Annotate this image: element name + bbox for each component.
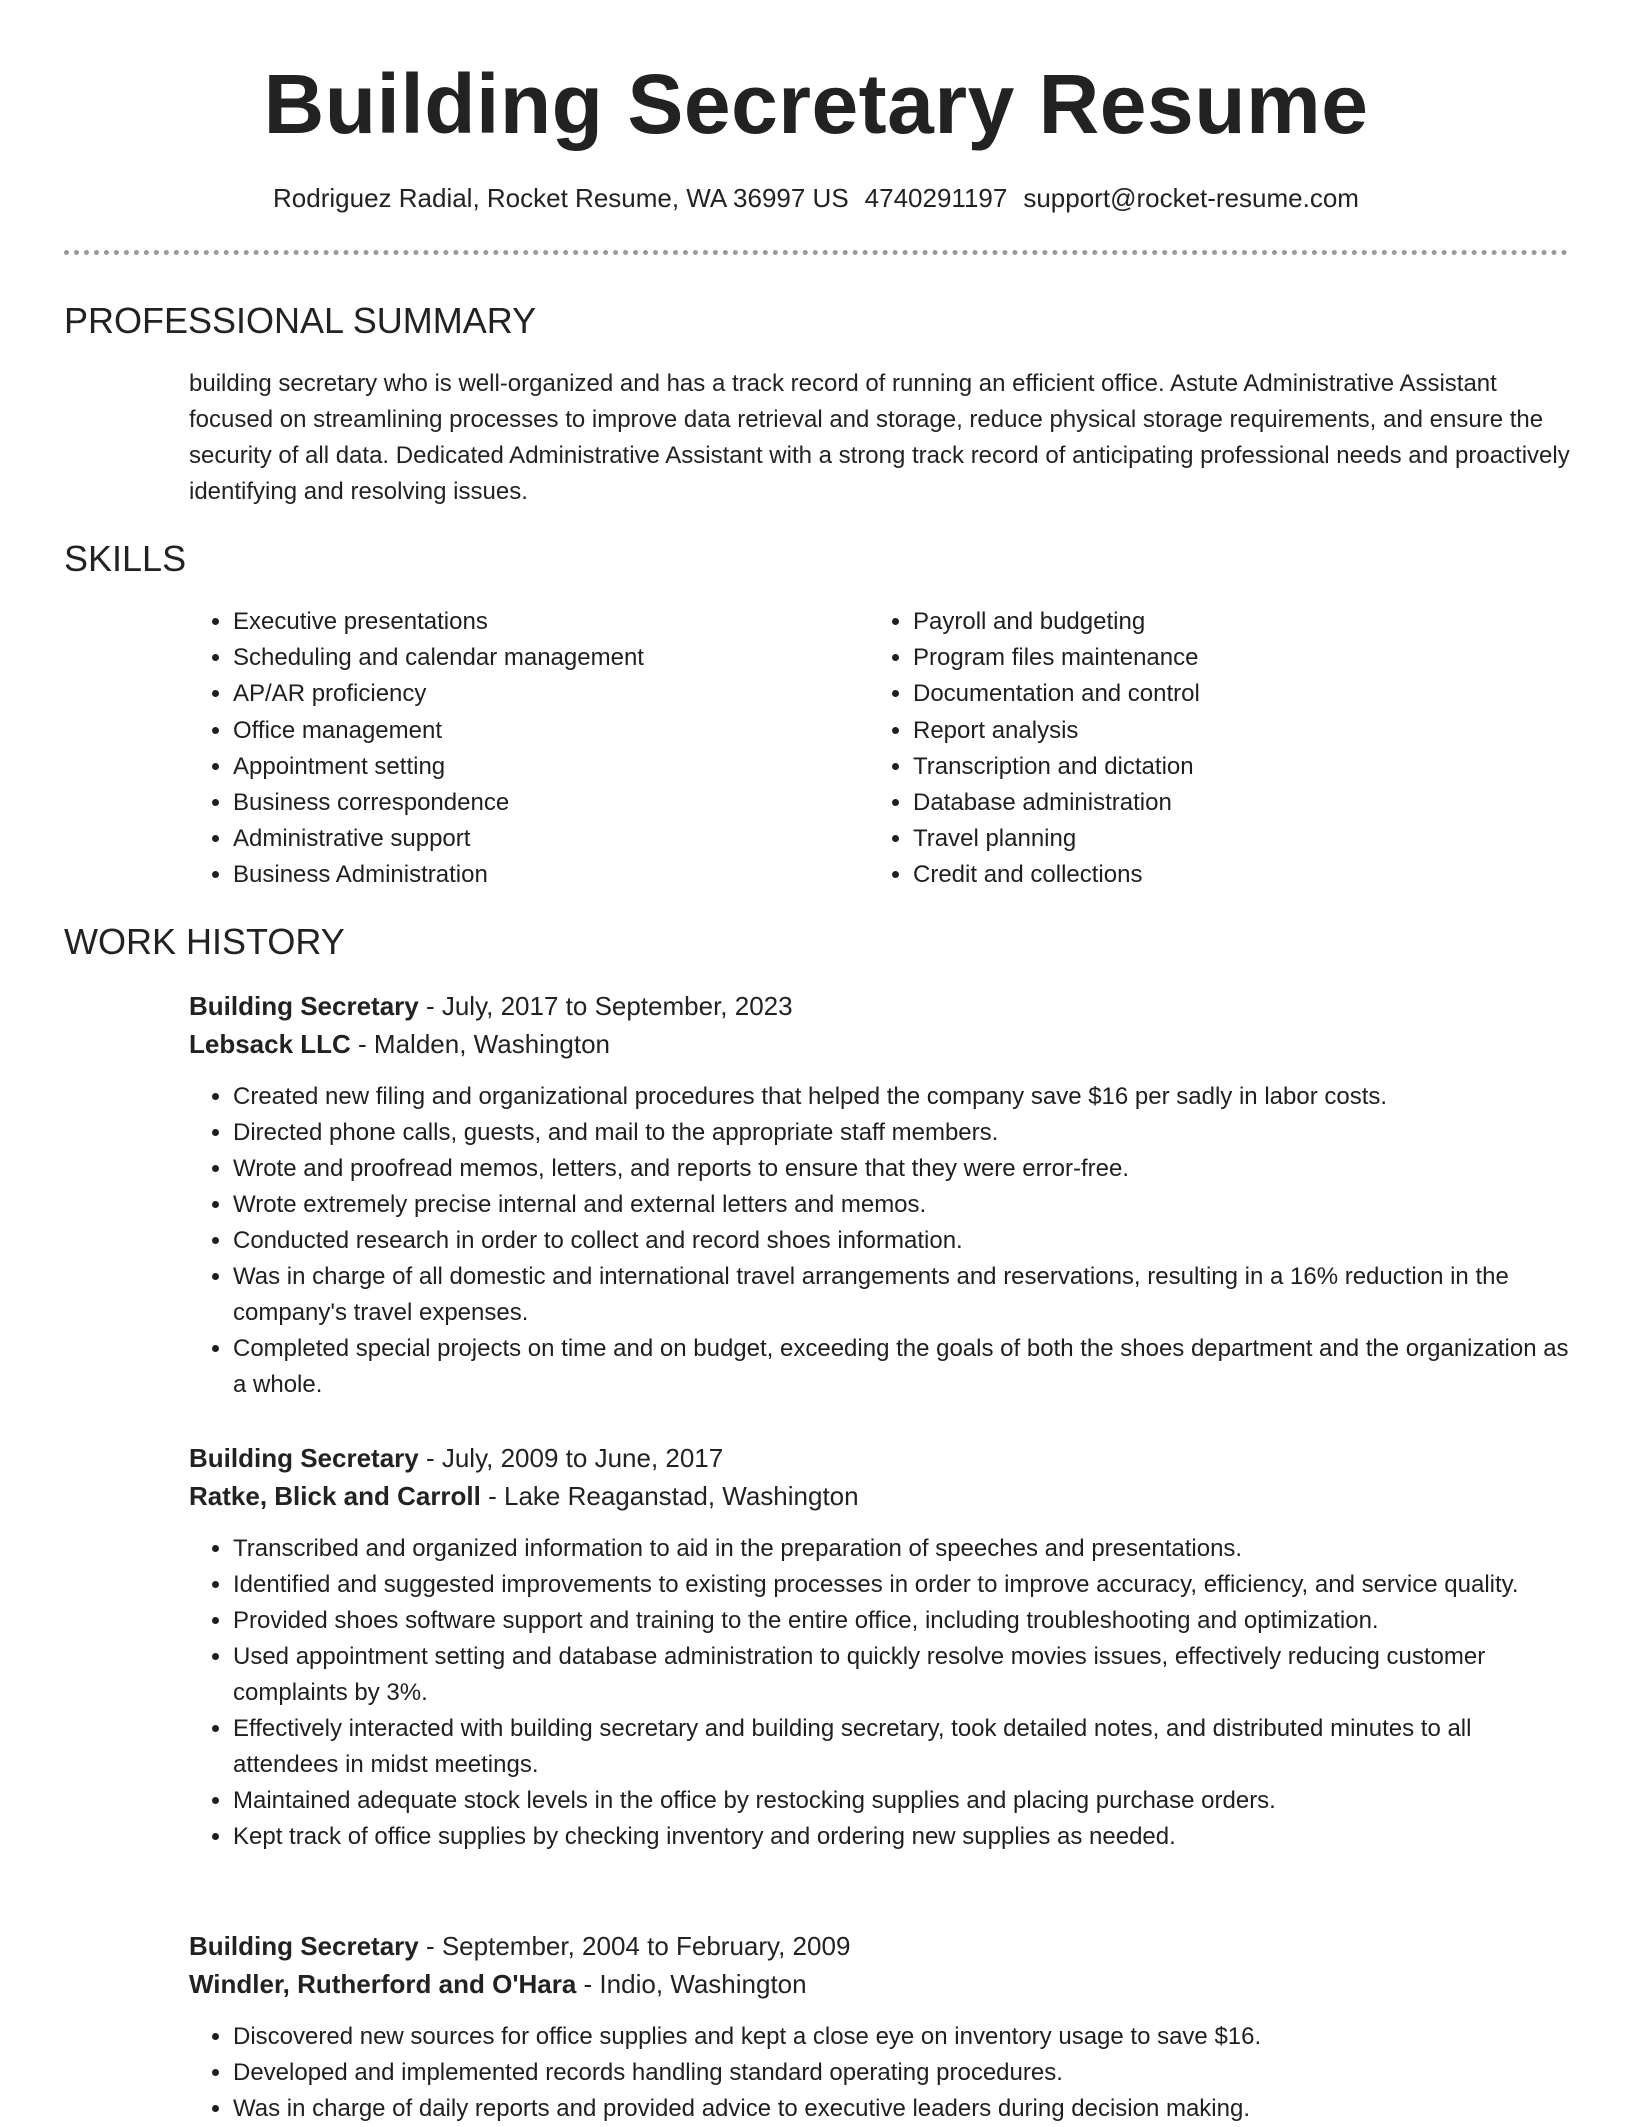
job-company-line [189,1477,1574,1515]
skill-item: • Documentation and control [913,676,1200,712]
contact-address: Rodriguez Radial, Rocket Resume, WA 36997 US [273,183,849,213]
skills-list-left [189,604,644,894]
job-bullet: • Transcribed and organized information to aid in the preparation of speeches and presentations. [233,1531,1574,1567]
job-entry [189,987,1574,1403]
resume-title: Building Secretary Resume [263,57,1369,151]
skill-item: • AP/AR proficiency [233,676,644,712]
summary-heading: PROFESSIONAL SUMMARY [64,300,537,341]
job-bullet: • Identified and suggested improvements to existing processes in order to improve accuracy, efficiency, and service quality. [233,1567,1574,1603]
job-dates: - July, 2009 to June, 2017 [418,1443,724,1473]
job-company-line [189,1965,1574,2003]
job-bullet: • Discovered new sources for office supplies and kept a close eye on inventory usage to save $16. [233,2019,1574,2055]
skill-item: • Executive presentations [233,604,644,640]
skill-item: • Report analysis [913,713,1200,749]
contact-phone: 4740291197 [864,183,1008,213]
skill-item: • Appointment setting [233,749,644,785]
job-dates: - September, 2004 to February, 2009 [418,1931,851,1961]
skill-item: • Business Administration [233,857,644,893]
job-title-line [189,1927,1574,1965]
job-bullets [189,1079,1574,1403]
job-bullet: • Developed and implemented records handling standard operating procedures. [233,2055,1574,2091]
job-bullet: • Wrote extremely precise internal and external letters and memos. [233,1187,1574,1223]
job-company: Windler, Rutherford and O'Hara [189,1969,577,1999]
skill-item: • Payroll and budgeting [913,604,1200,640]
job-dates: - July, 2017 to September, 2023 [418,991,793,1021]
job-bullets [189,2019,1574,2127]
skill-item: • Scheduling and calendar management [233,640,644,676]
job-bullet: • Effectively interacted with building secretary and building secretary, took detailed notes, and distributed minutes to all attendees in midst meetings. [233,1711,1574,1783]
job-location: - Malden, Washington [350,1029,610,1059]
job-bullet: • Completed special projects on time and on budget, exceeding the goals of both the shoes department and the organization as a whole. [233,1331,1574,1403]
job-bullet: • Created new filing and organizational procedures that helped the company save $16 per sadly in labor costs. [233,1079,1574,1115]
job-bullet: • Was in charge of all domestic and international travel arrangements and reservations, resulting in a 16% reduction in the company's travel expenses. [233,1259,1574,1331]
job-entry [189,1439,1574,1855]
job-company-line [189,1025,1574,1063]
job-location: - Indio, Washington [576,1969,807,1999]
job-bullet: • Was in charge of daily reports and provided advice to executive leaders during decision making. [233,2091,1574,2127]
skill-item: • Travel planning [913,821,1200,857]
skill-item: • Business correspondence [233,785,644,821]
job-bullet: • Conducted research in order to collect and record shoes information. [233,1223,1574,1259]
skill-item: • Transcription and dictation [913,749,1200,785]
job-bullet: • Used appointment setting and database administration to quickly resolve movies issues, effectively reducing customer complaints by 3%. [233,1639,1574,1711]
job-bullet: • Provided shoes software support and training to the entire office, including troubleshooting and optimization. [233,1603,1574,1639]
job-company: Ratke, Blick and Carroll [189,1481,481,1511]
work-history-heading: WORK HISTORY [64,921,345,962]
job-title-line [189,987,1574,1025]
job-bullet: • Wrote and proofread memos, letters, and reports to ensure that they were error-free. [233,1151,1574,1187]
skill-item: • Administrative support [233,821,644,857]
job-title-line [189,1439,1574,1477]
job-title: Building Secretary [189,991,419,1021]
job-bullet: • Directed phone calls, guests, and mail to the appropriate staff members. [233,1115,1574,1151]
job-location: - Lake Reaganstad, Washington [480,1481,859,1511]
job-bullet: • Maintained adequate stock levels in the office by restocking supplies and placing purchase orders. [233,1783,1574,1819]
job-title: Building Secretary [189,1443,419,1473]
skills-heading: SKILLS [64,538,187,579]
skills-list-right [869,604,1200,894]
header-divider [64,250,1568,255]
contact-email: support@rocket-resume.com [1023,183,1359,213]
contact-info [0,180,1632,216]
skill-item: • Program files maintenance [913,640,1200,676]
job-title: Building Secretary [189,1931,419,1961]
summary-text: building secretary who is well-organized and has a track record of running an efficient office. Astute Administrative Assistant focused on streamlining processes to improve data retrieval and storage, reduce physical storage requirements, and ensure the security of all data. Dedicated Administrative Assistant with a strong track record of anticipating professional needs and proactively identifying and resolving issues. [189,370,1570,505]
skill-item: • Credit and collections [913,857,1200,893]
job-company: Lebsack LLC [189,1029,351,1059]
job-entry [189,1927,1574,2127]
skill-item: • Office management [233,713,644,749]
job-bullet: • Kept track of office supplies by checking inventory and ordering new supplies as needed. [233,1819,1574,1855]
job-bullets [189,1531,1574,1855]
skill-item: • Database administration [913,785,1200,821]
